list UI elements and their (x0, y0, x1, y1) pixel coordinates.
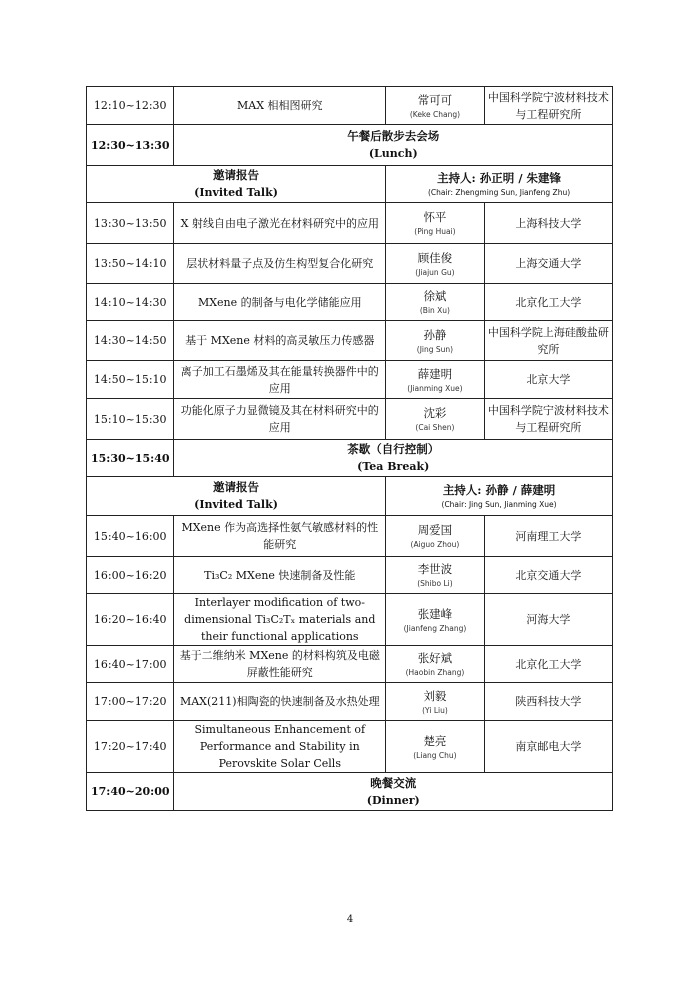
speaker-cell (386, 203, 485, 244)
speaker-cell (386, 721, 485, 773)
time-slot: 16:20~16:40 (87, 594, 174, 646)
speaker-name-zh: 李世波 (417, 562, 453, 576)
speaker-name-zh: 孙静 (423, 327, 447, 342)
speaker-affiliation: 北京化工大学 (484, 284, 612, 321)
session-time: 17:40~20:00 (87, 773, 174, 811)
chair-cell (386, 477, 613, 516)
speaker-name-en: (Cai Shen) (415, 423, 455, 432)
session-title-en: (Lunch) (368, 147, 418, 160)
speaker-name-zh: 怀平 (423, 210, 447, 224)
chair-cell (386, 166, 613, 203)
invited-talk-label: 邀请报告 (213, 168, 260, 182)
speaker-name-en: (Jiajun Gu) (415, 267, 455, 277)
talk-row (87, 683, 613, 721)
talk-topic: MXene 作为高选择性氨气敏感材料的性能研究 (174, 516, 386, 557)
chair-label: 主持人: 孙正明 / 朱建锋 (437, 171, 562, 185)
speaker-name-zh: 刘毅 (423, 688, 447, 703)
talk-row (87, 721, 613, 773)
invited-talk-label-cell (87, 166, 386, 203)
speaker-cell (386, 516, 485, 557)
invited-talk-label-en: (Invited Talk) (194, 186, 278, 199)
time-slot: 14:30~14:50 (87, 321, 174, 361)
speaker-name-zh: 顾佳俊 (417, 250, 453, 265)
session-row (87, 773, 613, 811)
talk-row (87, 244, 613, 284)
talk-row (87, 321, 613, 361)
speaker-affiliation: 上海交通大学 (484, 244, 612, 284)
speaker-name-zh: 张建峰 (417, 606, 453, 621)
speaker-affiliation: 北京大学 (484, 361, 612, 399)
talk-topic: 离子加工石墨烯及其在能量转换器件中的应用 (174, 361, 386, 399)
speaker-name-zh: 徐斌 (423, 289, 447, 303)
speaker-cell (386, 87, 485, 125)
speaker-name-en: (Shibo Li) (417, 579, 453, 588)
speaker-affiliation: 河海大学 (484, 594, 612, 646)
speaker-cell (386, 321, 485, 361)
schedule-body (87, 87, 613, 811)
session-time: 12:30~13:30 (87, 125, 174, 166)
time-slot: 13:50~14:10 (87, 244, 174, 284)
chair-label-en: (Chair: Jing Sun, Jianming Xue) (441, 500, 557, 509)
time-slot: 14:10~14:30 (87, 284, 174, 321)
invited-talk-label-cell (87, 477, 386, 516)
session-row (87, 125, 613, 166)
talk-topic: MAX(211)相陶瓷的快速制备及水热处理 (174, 683, 386, 721)
session-title-cell (174, 773, 613, 811)
session-row (87, 440, 613, 477)
time-slot: 15:40~16:00 (87, 516, 174, 557)
speaker-name-zh: 楚亮 (423, 733, 447, 748)
talk-topic: Interlayer modification of two-dimensional Ti₃C₂Tₓ materials and their functional applications (174, 594, 386, 646)
talk-row (87, 557, 613, 594)
session-title-en: (Dinner) (366, 793, 420, 807)
invited-talk-label: 邀请报告 (213, 480, 260, 494)
speaker-cell (386, 646, 485, 683)
speaker-cell (386, 361, 485, 399)
speaker-affiliation: 北京交通大学 (484, 557, 612, 594)
invited-talk-header-row (87, 477, 613, 516)
page-number: 4 (346, 914, 354, 925)
speaker-name-en: (Haobin Zhang) (405, 668, 465, 677)
speaker-affiliation: 中国科学院宁波材料技术与工程研究所 (484, 87, 612, 125)
schedule-table (86, 86, 613, 811)
speaker-cell (386, 683, 485, 721)
talk-row (87, 203, 613, 244)
talk-row (87, 594, 613, 646)
talk-row (87, 516, 613, 557)
invited-talk-label-en: (Invited Talk) (194, 498, 278, 511)
speaker-affiliation: 中国科学院上海硅酸盐研究所 (484, 321, 612, 361)
speaker-name-en: (Jing Sun) (416, 344, 454, 354)
talk-topic: 功能化原子力显微镜及其在材料研究中的应用 (174, 399, 386, 440)
time-slot: 12:10~12:30 (87, 87, 174, 125)
speaker-name-zh: 周爱国 (417, 523, 453, 537)
speaker-name-en: (Yi Liu) (422, 705, 448, 715)
speaker-name-zh: 张好斌 (417, 651, 453, 665)
time-slot: 15:10~15:30 (87, 399, 174, 440)
talk-topic: Ti₃C₂ MXene 快速制备及性能 (174, 557, 386, 594)
talk-topic: X 射线自由电子激光在材料研究中的应用 (174, 203, 386, 244)
time-slot: 14:50~15:10 (87, 361, 174, 399)
time-slot: 17:20~17:40 (87, 721, 174, 773)
speaker-name-en: (Aiguo Zhou) (410, 540, 460, 549)
talk-topic: Simultaneous Enhancement of Performance and Stability in Perovskite Solar Cells (174, 721, 386, 773)
speaker-affiliation: 中国科学院宁波材料技术与工程研究所 (484, 399, 612, 440)
speaker-name-en: (Jianming Xue) (407, 383, 463, 393)
speaker-name-zh: 常可可 (417, 92, 453, 107)
speaker-name-en: (Jianfeng Zhang) (403, 623, 467, 633)
talk-topic: 基于 MXene 材料的高灵敏压力传感器 (174, 321, 386, 361)
speaker-affiliation: 北京化工大学 (484, 646, 612, 683)
speaker-name-en: (Keke Chang) (409, 109, 461, 119)
speaker-affiliation: 河南理工大学 (484, 516, 612, 557)
session-title: 茶歇（自行控制） (347, 442, 440, 456)
speaker-name-zh: 薛建明 (417, 366, 453, 381)
speaker-name-zh: 沈彩 (423, 406, 447, 420)
talk-row (87, 646, 613, 683)
session-title-cell (174, 125, 613, 166)
session-time: 15:30~15:40 (87, 440, 174, 477)
speaker-name-en: (Liang Chu) (413, 750, 457, 760)
talk-row (87, 284, 613, 321)
talk-row (87, 87, 613, 125)
speaker-cell (386, 244, 485, 284)
session-title-cell (174, 440, 613, 477)
time-slot: 17:00~17:20 (87, 683, 174, 721)
talk-topic: MAX 相相图研究 (174, 87, 386, 125)
time-slot: 13:30~13:50 (87, 203, 174, 244)
session-title: 午餐后散步去会场 (347, 129, 440, 143)
chair-label-en: (Chair: Zhengming Sun, Jianfeng Zhu) (427, 188, 571, 197)
speaker-affiliation: 南京邮电大学 (484, 721, 612, 773)
time-slot: 16:40~17:00 (87, 646, 174, 683)
session-title-en: (Tea Break) (357, 460, 430, 473)
talk-row (87, 361, 613, 399)
talk-row (87, 399, 613, 440)
speaker-name-en: (Bin Xu) (419, 306, 450, 315)
session-title: 晚餐交流 (370, 775, 417, 790)
speaker-cell (386, 594, 485, 646)
speaker-cell (386, 284, 485, 321)
talk-topic: MXene 的制备与电化学储能应用 (174, 284, 386, 321)
speaker-affiliation: 陕西科技大学 (484, 683, 612, 721)
speaker-affiliation: 上海科技大学 (484, 203, 612, 244)
talk-topic: 基于二维纳米 MXene 的材料构筑及电磁屏蔽性能研究 (174, 646, 386, 683)
invited-talk-header-row (87, 166, 613, 203)
speaker-name-en: (Ping Huai) (414, 227, 456, 236)
chair-label: 主持人: 孙静 / 薛建明 (442, 483, 556, 497)
talk-topic: 层状材料量子点及仿生构型复合化研究 (174, 244, 386, 284)
speaker-cell (386, 399, 485, 440)
time-slot: 16:00~16:20 (87, 557, 174, 594)
speaker-cell (386, 557, 485, 594)
